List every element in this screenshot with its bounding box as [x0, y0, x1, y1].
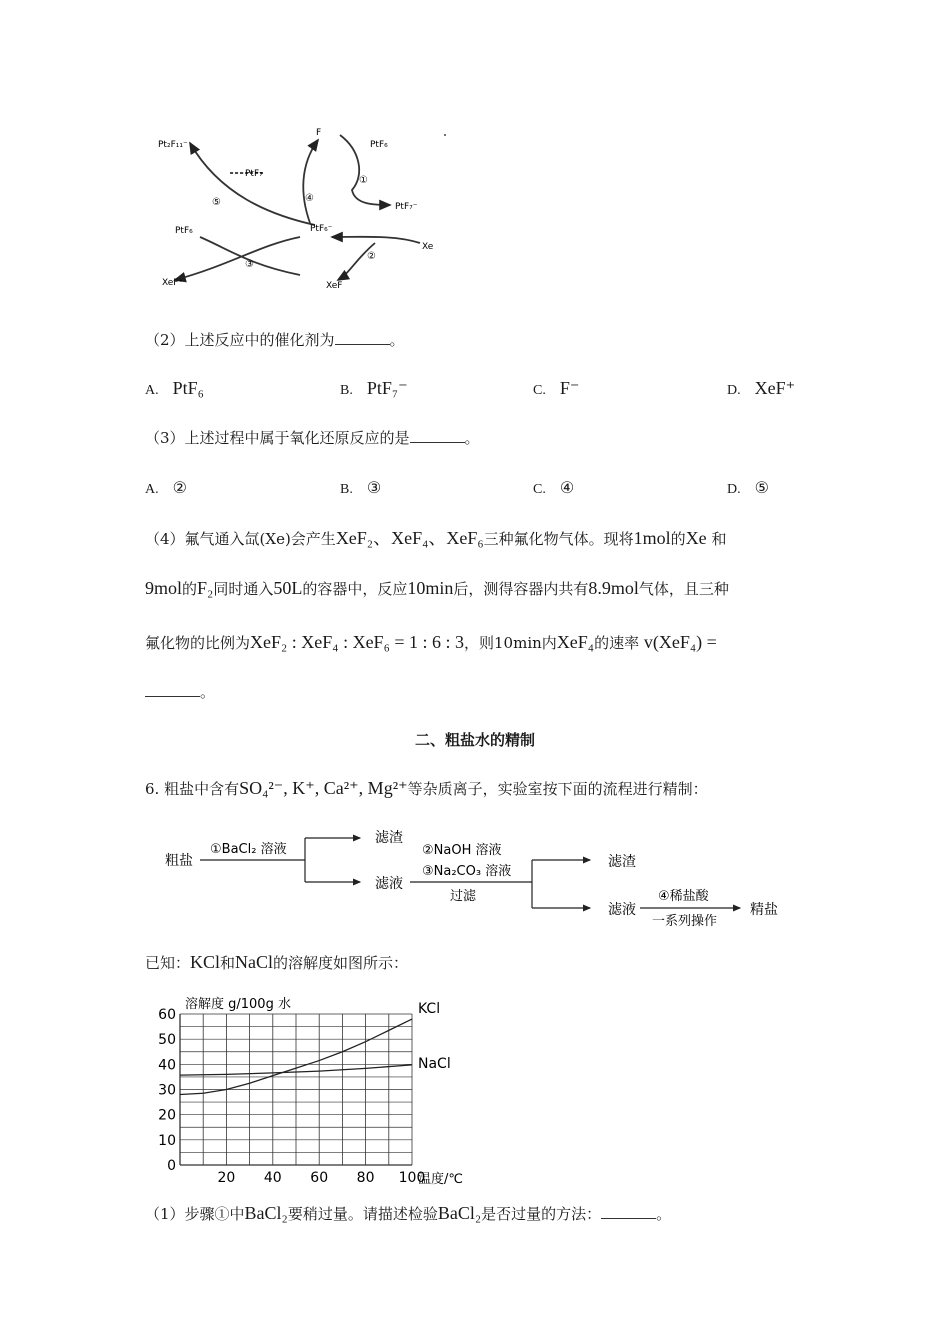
answer-blank[interactable]: [410, 442, 465, 443]
label-ptf7-mid: PtF₇: [245, 169, 263, 179]
arrow-step3-b: [175, 237, 300, 280]
label-ptf7-right: PtF₇⁻: [395, 202, 418, 212]
q3-option-a[interactable]: A. ②: [145, 480, 187, 497]
x-tick-label: 20: [217, 1170, 236, 1186]
flow-residue2: 滤渣: [608, 854, 636, 870]
arrow-step5: [190, 143, 315, 225]
step-label-1: ①: [359, 175, 368, 186]
x-tick-label: 80: [356, 1170, 375, 1186]
flow-ops: 一系列操作: [652, 914, 718, 929]
q2-stem: （2）上述反应中的催化剂为 。: [145, 331, 405, 349]
step-label-5: ⑤: [212, 197, 221, 208]
series-label-nacl: NaCl: [418, 1055, 451, 1072]
q3-option-b[interactable]: B. ③: [340, 480, 382, 497]
q4-line-2: 9mol的F₂同时通入50L的容器中，反应10min后，测得容器内共有8.9mol气体，且三种: [145, 578, 729, 598]
chart-title: 溶解度 g/100g 水: [185, 997, 291, 1012]
x-tick-label: 100: [398, 1170, 426, 1186]
label-ptf6-top: PtF₆: [370, 140, 388, 150]
answer-blank[interactable]: [335, 344, 390, 345]
label-f: F: [316, 128, 322, 138]
y-tick-label: 20: [158, 1107, 176, 1124]
y-tick-label: 60: [158, 1007, 176, 1023]
q3-stem: （3）上述过程中属于氧化还原反应的是 。: [145, 429, 480, 447]
reaction-cycle-diagram: [150, 125, 450, 300]
flow-step2: ②NaOH 溶液: [422, 843, 502, 858]
flow-step4: ④稀盐酸: [658, 889, 709, 904]
q3-option-d[interactable]: D. ⑤: [727, 480, 769, 497]
answer-blank[interactable]: [601, 1218, 656, 1219]
x-tick-label: 40: [263, 1170, 282, 1186]
solubility-chart: [150, 992, 520, 1192]
flow-filtrate2: 滤液: [608, 902, 636, 918]
q6-stem: 6. 粗盐中含有SO₄²⁻, K⁺, Ca²⁺, Mg²⁺等杂质离子，实验室按下面的流程进行精制：: [145, 778, 708, 798]
q2-option-d[interactable]: D. XeF⁺: [727, 378, 796, 398]
y-tick-label: 40: [158, 1057, 176, 1074]
label-xef-plus: XeF⁺: [162, 278, 184, 288]
q2-option-a[interactable]: A. PtF₆: [145, 378, 204, 398]
step-label-4: ④: [305, 193, 314, 204]
flow-crude-salt: 粗盐: [165, 853, 193, 869]
flow-step1: ①BaCl₂ 溶液: [210, 842, 287, 857]
flow-step3: ③Na₂CO₃ 溶液: [422, 864, 512, 879]
label-xe: Xe: [422, 242, 434, 252]
flow-filter: 过滤: [450, 889, 477, 904]
q4-line-1: （4）氟气通入氙(Xe)会产生XeF₂、XeF₄、XeF₆三种氟化物气体。现将1mol的Xe 和: [145, 528, 727, 548]
section-heading: 二、粗盐水的精制: [414, 731, 535, 749]
y-tick-label: 50: [158, 1032, 176, 1049]
step-label-3: ③: [245, 259, 254, 270]
series-label-kcl: KCl: [418, 1001, 441, 1018]
chart-xlabel: 温度/℃: [418, 1172, 463, 1187]
flow-residue1: 滤渣: [375, 830, 403, 846]
q2-option-c[interactable]: C. F⁻: [533, 378, 580, 398]
y-tick-label: 30: [158, 1082, 176, 1099]
label-ptf6-left: PtF₆: [175, 226, 193, 236]
y-tick-label: 0: [167, 1158, 176, 1174]
q2-option-b[interactable]: B. PtF₇⁻: [340, 378, 408, 398]
flow-filtrate1: 滤液: [375, 876, 403, 892]
label-xef: XeF: [326, 281, 343, 291]
label-ptf6-center: PtF₆⁻: [310, 224, 333, 234]
q4-line-4: 。: [145, 682, 215, 702]
y-tick-label: 10: [158, 1132, 176, 1149]
flow-refined-salt: 精盐: [750, 902, 778, 918]
q6-1-stem: （1）步骤①中BaCl₂要稍过量。请描述检验BaCl₂是否过量的方法： 。: [145, 1203, 672, 1223]
arrow-step4: [303, 140, 318, 223]
label-pt2f11: Pt₂F₁₁⁻: [158, 140, 188, 150]
answer-blank[interactable]: [145, 696, 200, 697]
step-label-2: ②: [367, 251, 376, 262]
q4-line-3: 氟化物的比例为XeF₂ : XeF₄ : XeF₆ = 1 : 6 : 3，则10min内XeF₄的速率 v(XeF₄) =: [145, 632, 717, 652]
arrow-xe-in: [332, 237, 420, 243]
known-text: 已知：KCl和NaCl的溶解度如图所示：: [145, 952, 409, 972]
x-tick-label: 60: [310, 1170, 329, 1186]
purification-flowchart: [160, 820, 800, 930]
q3-option-c[interactable]: C. ④: [533, 480, 575, 497]
